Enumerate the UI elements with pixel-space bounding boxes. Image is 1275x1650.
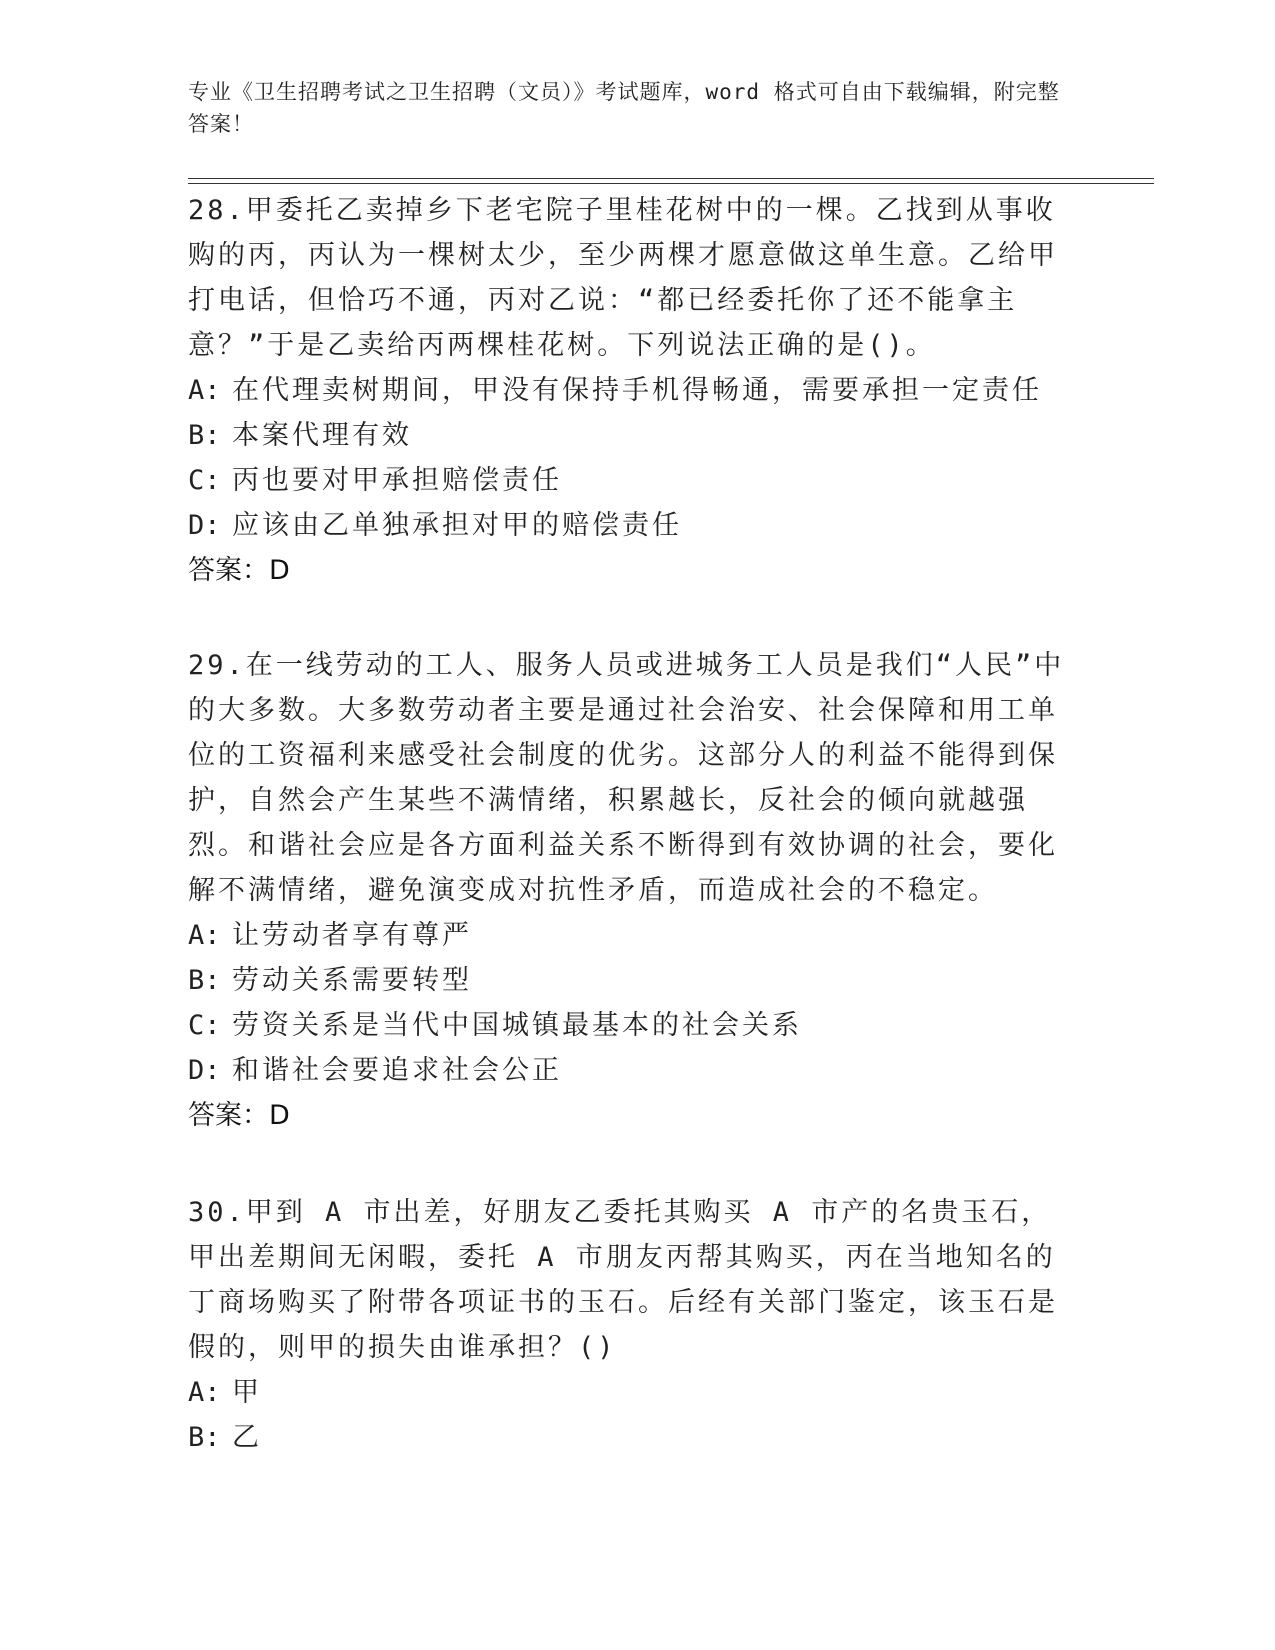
option-text: 劳动关系需要转型 bbox=[232, 965, 472, 996]
answer-line: 答案：D bbox=[188, 555, 290, 586]
option-key: B: bbox=[188, 1422, 221, 1453]
option-key: A: bbox=[188, 375, 221, 406]
header-divider-bottom bbox=[188, 183, 1154, 184]
answer-line: 答案：D bbox=[188, 1100, 290, 1131]
option-text: 让劳动者享有尊严 bbox=[232, 920, 472, 951]
question-stem: 29.在一线劳动的工人、服务人员或进城务工人员是我们“人民”中的大多数。大多数劳动者主要是通过社会治安、社会保障和用工单位的工资福利来感受社会制度的优劣。这部分人的利益不能得到保护，自然会产生某些不满情绪，积累越长，反社会的倾向就越强烈。和谐社会应是各方面利益关系不断得到有效协调的社会，要化解不满情绪，避免演变成对抗性矛盾，而造成社会的不稳定。 bbox=[188, 650, 1065, 906]
option-d bbox=[188, 1048, 1068, 1093]
option-key: C: bbox=[188, 465, 221, 496]
option-text: 和谐社会要追求社会公正 bbox=[232, 1055, 562, 1086]
question-stem: 28.甲委托乙卖掉乡下老宅院子里桂花树中的一棵。乙找到从事收购的丙，丙认为一棵树太少，至少两棵才愿意做这单生意。乙给甲打电话，但恰巧不通，丙对乙说：“都已经委托你了还不能拿主意？”于是乙卖给丙两棵桂花树。下列说法正确的是()。 bbox=[188, 195, 1058, 361]
option-b bbox=[188, 958, 1068, 1003]
option-d bbox=[188, 503, 1068, 548]
option-a bbox=[188, 913, 1068, 958]
option-key: D: bbox=[188, 1055, 221, 1086]
question-stem: 30.甲到 A 市出差，好朋友乙委托其购买 A 市产的名贵玉石，甲出差期间无闲暇，委托 A 市朋友丙帮其购买，丙在当地知名的丁商场购买了附带各项证书的玉石。后经有关部门鉴定，该玉石是假的，则甲的损失由谁承担？() bbox=[188, 1197, 1058, 1363]
option-text: 丙也要对甲承担赔偿责任 bbox=[232, 465, 562, 496]
question-28 bbox=[188, 188, 1068, 593]
option-c bbox=[188, 458, 1068, 503]
option-a bbox=[188, 368, 1068, 413]
option-key: A: bbox=[188, 1377, 221, 1408]
option-text: 乙 bbox=[232, 1422, 262, 1453]
question-30 bbox=[188, 1190, 1068, 1460]
option-a bbox=[188, 1370, 1068, 1415]
option-key: B: bbox=[188, 965, 221, 996]
option-text: 本案代理有效 bbox=[232, 420, 412, 451]
document-header: 专业《卫生招聘考试之卫生招聘（文员）》考试题库，word 格式可自由下载编辑，附完整答案！ bbox=[188, 80, 1060, 136]
option-text: 在代理卖树期间，甲没有保持手机得畅通，需要承担一定责任 bbox=[232, 375, 1042, 406]
header-divider-top bbox=[188, 178, 1154, 179]
option-b bbox=[188, 413, 1068, 458]
option-b bbox=[188, 1415, 1068, 1460]
option-text: 应该由乙单独承担对甲的赔偿责任 bbox=[232, 510, 682, 541]
option-key: C: bbox=[188, 1010, 221, 1041]
option-key: A: bbox=[188, 920, 221, 951]
option-c bbox=[188, 1003, 1068, 1048]
option-key: D: bbox=[188, 510, 221, 541]
question-29 bbox=[188, 643, 1068, 1138]
option-text: 劳资关系是当代中国城镇最基本的社会关系 bbox=[232, 1010, 802, 1041]
option-text: 甲 bbox=[232, 1377, 262, 1408]
option-key: B: bbox=[188, 420, 221, 451]
